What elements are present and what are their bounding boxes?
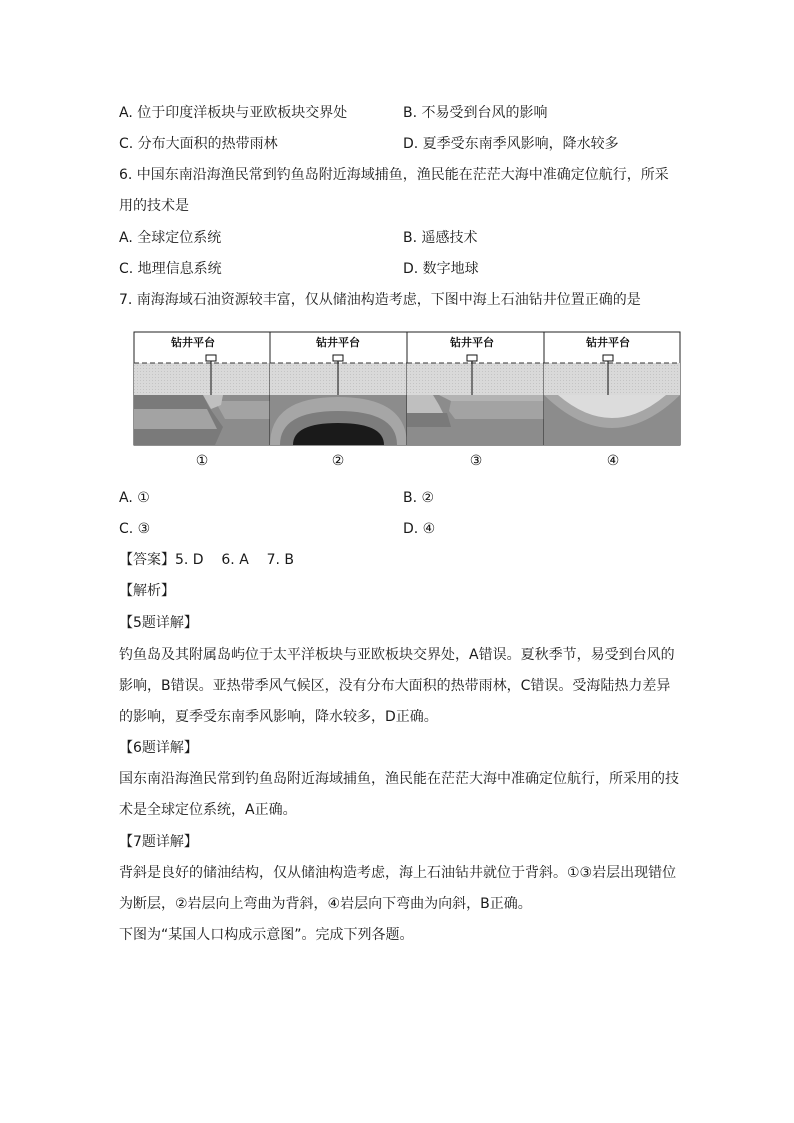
drilling-platform-figure <box>133 331 681 468</box>
q5-option-d: D. 夏季受东南季风影响，降水较多 <box>403 136 619 152</box>
q5-option-a: A. 位于印度洋板块与亚欧板块交界处 <box>119 105 348 121</box>
analysis-header: 【解析】 <box>119 583 175 599</box>
q7-option-b: B. ② <box>403 490 435 506</box>
q7-option-a: A. ① <box>119 490 150 506</box>
answer-line: 【答案】5. D 6. A 7. B <box>119 552 294 568</box>
q7-option-c: C. ③ <box>119 521 151 537</box>
q6-option-c: C. 地理信息系统 <box>119 261 222 277</box>
q5-option-b: B. 不易受到台风的影响 <box>403 105 548 121</box>
q6-detail-line: 术是全球定位系统，A正确。 <box>119 802 297 818</box>
q5-detail-line: 钓鱼岛及其附属岛屿位于太平洋板块与亚欧板块交界处，A错误。夏秋季节，易受到台风的 <box>119 647 675 663</box>
panel-number-1: ① <box>195 453 209 468</box>
panel-title-2: 钻井平台 <box>316 336 360 349</box>
q6-option-a: A. 全球定位系统 <box>119 230 222 246</box>
panel-title-3: 钻井平台 <box>450 336 494 349</box>
q6-stem-line2: 用的技术是 <box>119 198 189 214</box>
q5-detail-header: 【5题详解】 <box>119 615 198 631</box>
panel-title-1: 钻井平台 <box>171 336 215 349</box>
q7-option-d: D. ④ <box>403 521 436 537</box>
q6-detail-header: 【6题详解】 <box>119 740 198 756</box>
q5-option-c: C. 分布大面积的热带雨林 <box>119 136 278 152</box>
q6-detail-line: 国东南沿海渔民常到钓鱼岛附近海域捕鱼，渔民能在茫茫大海中准确定位航行，所采用的技 <box>119 771 679 787</box>
q7-detail-line: 为断层，②岩层向上弯曲为背斜，④岩层向下弯曲为向斜，B正确。 <box>119 896 532 912</box>
panel-title-4: 钻井平台 <box>586 336 630 349</box>
q7-stem: 7. 南海海域石油资源较丰富，仅从储油构造考虑，下图中海上石油钻井位置正确的是 <box>119 292 641 308</box>
panel-number-3: ③ <box>469 453 483 468</box>
q6-option-b: B. 遥感技术 <box>403 230 478 246</box>
q5-detail-line: 的影响，夏季受东南季风影响，降水较多，D正确。 <box>119 709 438 725</box>
q7-detail-header: 【7题详解】 <box>119 834 198 850</box>
q6-option-d: D. 数字地球 <box>403 261 479 277</box>
q5-detail-line: 影响，B错误。亚热带季风气候区，没有分布大面积的热带雨林，C错误。受海陆热力差异 <box>119 678 671 694</box>
panel-number-4: ④ <box>606 453 620 468</box>
q6-stem-line1: 6. 中国东南沿海渔民常到钓鱼岛附近海域捕鱼，渔民能在茫茫大海中准确定位航行，所采 <box>119 167 669 183</box>
panel-number-2: ② <box>331 453 345 468</box>
q7-detail-line: 背斜是良好的储油结构，仅从储油构造考虑，海上石油钻井就位于背斜。①③岩层出现错位 <box>119 865 677 881</box>
next-question-intro: 下图为“某国人口构成示意图”。完成下列各题。 <box>119 927 414 943</box>
